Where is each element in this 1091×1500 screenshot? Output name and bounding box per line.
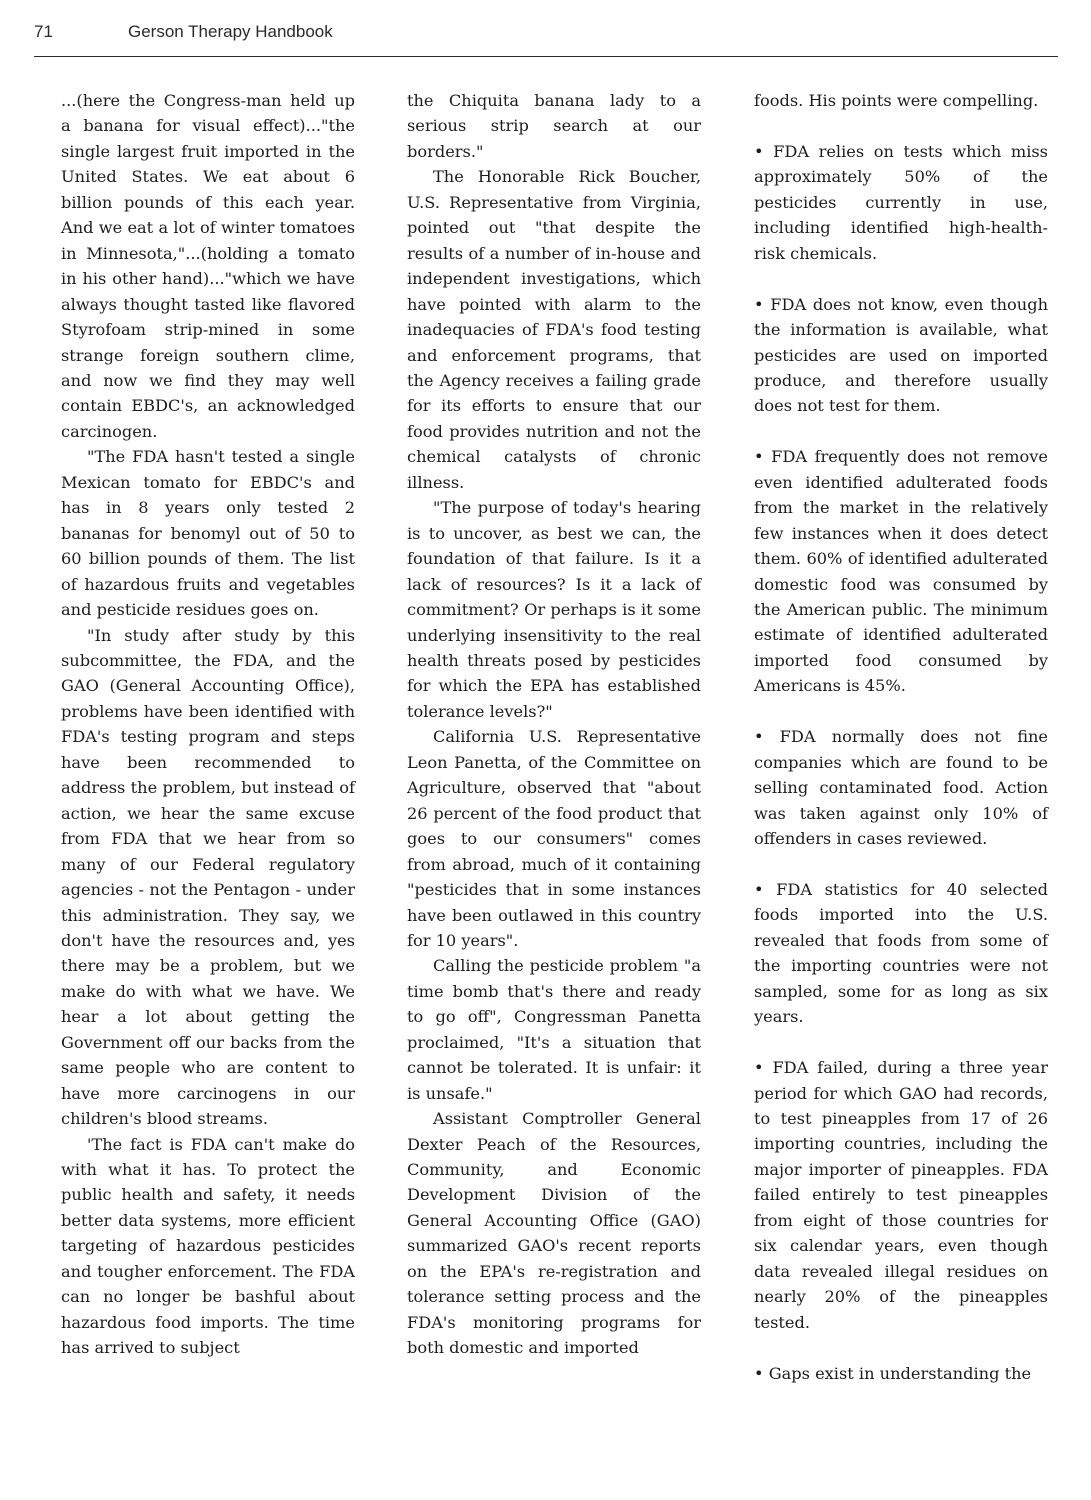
paragraph: Assistant Comptroller General Dexter Peach of the Resources, Community, and Economic Development Division of the General Accounting Office (GAO) summarized GAO's recent reports on the EPA's re-registration and tolerance setting process and the FDA's monitoring programs for both domestic and imported — [407, 1109, 701, 1358]
text-column-2 — [407, 88, 701, 1361]
header-rule — [34, 56, 1058, 57]
paragraph: 'The fact is FDA can't make do with what it has. To protect the public health and safety, it needs better data systems, more efficient targeting of hazardous pesticides and tougher enforcement. The FDA can no longer be bashful about hazardous food imports. The time has arrived to subject — [61, 1134, 355, 1358]
page-header — [34, 20, 1058, 54]
text-column-1 — [61, 88, 355, 1361]
text-column-3 — [754, 88, 1048, 1386]
paragraph: ...(here the Congress-man held up a banana for visual effect)..."the single largest fruit imported in the United States. We eat about 6 billion pounds of this each year. And we eat a lot of winter tomatoes in Minnesota,"...(holding a tomato in his other hand)..."which we have always thought tasted like flavored Styrofoam strip-mined in some strange foreign southern clime, and now we find they may well contain EBDC's, an acknowledged carcinogen. — [61, 91, 355, 441]
bullet-item: • Gaps exist in understanding the — [754, 1363, 1032, 1383]
paragraph: foods. His points were compelling. — [754, 91, 1039, 110]
paragraph: "The purpose of today's hearing is to uncover, as best we can, the foundation of that failure. Is it a lack of resources? Is it a lack of commitment? Or perhaps is it some underlying insensitivity to the real health threats posed by pesticides for which the EPA has established tolerance levels?" — [407, 498, 701, 721]
page-number: 71 — [34, 22, 53, 41]
bullet-item: • FDA failed, during a three year period for which GAO had records, to test pineapples from 17 of 26 importing countries, including the major importer of pineapples. FDA failed entirely to test pineapples from eight of those countries for six calendar years, even though data revealed illegal residues on nearly 20% of the pineapples tested. — [754, 1058, 1048, 1332]
bullet-item: • FDA statistics for 40 selected foods imported into the U.S. revealed that foods from some of the importing countries were not sampled, some for as long as six years. — [754, 879, 1048, 1027]
paragraph: Calling the pesticide problem "a time bomb that's there and ready to go off", Congressman Panetta proclaimed, "It's a situation that cannot be tolerated. It is unfair: it is unsafe." — [407, 956, 701, 1103]
paragraph: "The FDA hasn't tested a single Mexican tomato for EBDC's and has in 8 years only tested 2 bananas for benomyl out of 50 to 60 billion pounds of them. The list of hazardous fruits and vegetables and pesticide residues goes on. — [61, 447, 355, 620]
bullet-item: • FDA frequently does not remove even identified adulterated foods from the market in the relatively few instances when it does detect them. 60% of identified adulterated domestic food was consumed by the American public. The minimum estimate of identified adulterated imported food consumed by Americans is 45%. — [754, 447, 1048, 696]
bullet-item: • FDA relies on tests which miss approximately 50% of the pesticides currently in use, including identified high-health-risk chemicals. — [754, 141, 1048, 263]
paragraph: the Chiquita banana lady to a serious strip search at our borders." — [407, 91, 701, 161]
bullet-item: • FDA normally does not fine companies which are found to be selling contaminated food. Action was taken against only 10% of offenders in cases reviewed. — [754, 727, 1048, 849]
paragraph: The Honorable Rick Boucher, U.S. Representative from Virginia, pointed out "that despite the results of a number of in-house and independent investigations, which have pointed with alarm to the inadequacies of FDA's food testing and enforcement programs, that the Agency receives a failing grade for its efforts to ensure that our food provides nutrition and not the chemical catalysts of chronic illness. — [407, 167, 701, 492]
bullet-item: • FDA does not know, even though the information is available, what pesticides are used on imported produce, and therefore usually does not test for them. — [754, 294, 1048, 416]
book-title: Gerson Therapy Handbook — [128, 22, 333, 41]
paragraph: California U.S. Representative Leon Panetta, of the Committee on Agriculture, observed that "about 26 percent of the food product that goes to our consumers" comes from abroad, much of it containing "pesticides that in some instances have been outlawed in this country for 10 years". — [407, 727, 701, 950]
paragraph: "In study after study by this subcommittee, the FDA, and the GAO (General Accounting Office), problems have been identified with FDA's testing program and steps have been recommended to address the problem, but instead of action, we hear the same excuse from FDA that we hear from so many of our Federal regulatory agencies - not the Pentagon - under this administration. They say, we don't have the resources and, yes there may be a problem, but we make do with what we have. We hear a lot about getting the Government off our backs from the same people who are content to have more carcinogens in our children's blood streams. — [61, 625, 355, 1129]
